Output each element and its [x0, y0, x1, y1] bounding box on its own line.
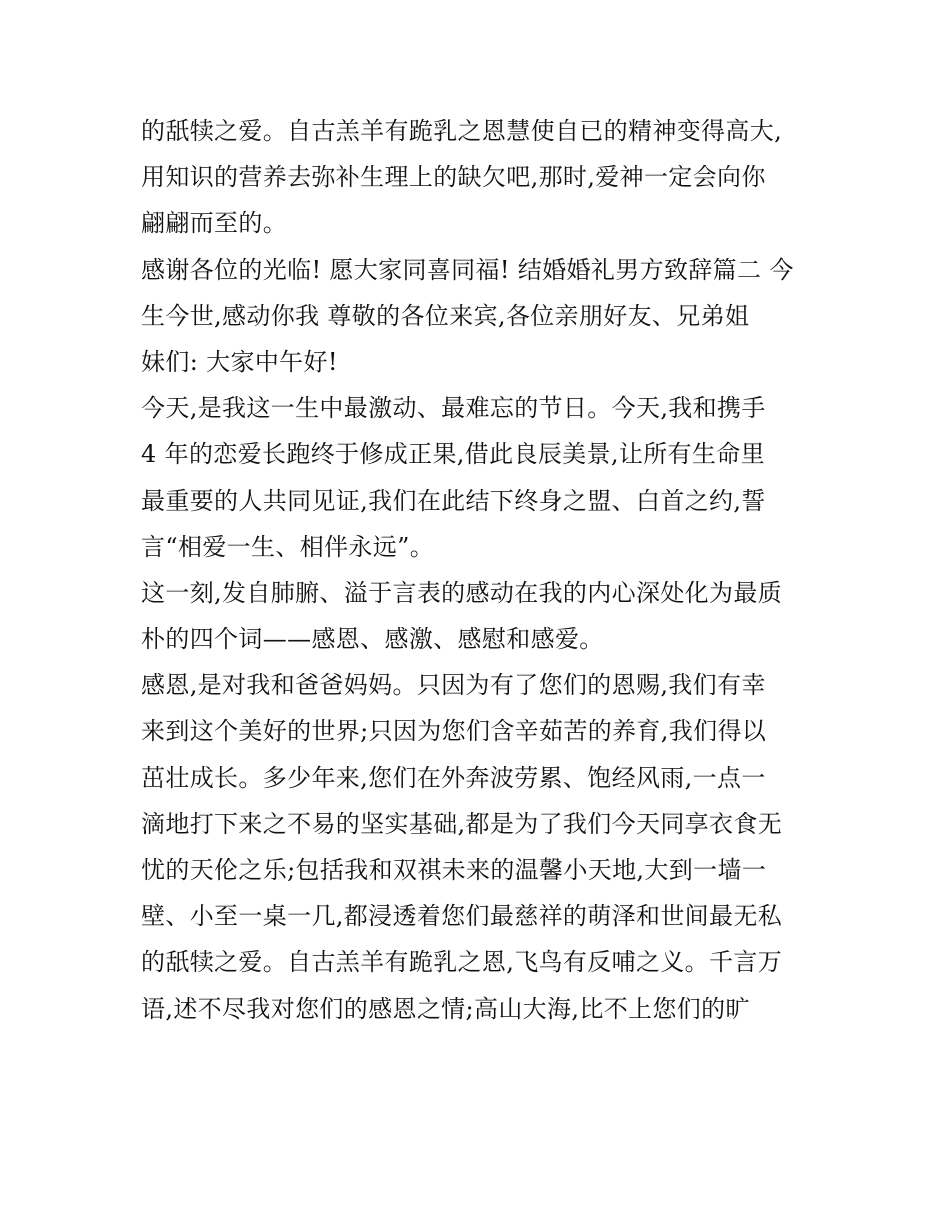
- document-body: [141, 108, 821, 1032]
- text-line: 用知识的营养去弥补生理上的缺欠吧,那时,爱神一定会向你: [141, 163, 766, 192]
- text-line: 壁、小至一桌一几,都浸透着您们最慈祥的萌泽和世间最无私: [141, 902, 783, 931]
- text-line: 感恩,是对我和爸爸妈妈。只因为有了您们的恩赐,我们有幸: [141, 671, 766, 700]
- text-line: 朴的四个词——感恩、感激、感慰和感爱。: [141, 625, 604, 654]
- text-line: 语,述不尽我对您们的感恩之情;高山大海,比不上您们的旷: [141, 994, 750, 1023]
- text-line: 茁壮成长。多少年来,您们在外奔波劳累、饱经风雨,一点一: [141, 763, 766, 792]
- text-line: 来到这个美好的世界;只因为您们含辛茹苦的养育,我们得以: [141, 717, 767, 746]
- text-line: 最重要的人共同见证,我们在此结下终身之盟、白首之约,誓: [141, 486, 766, 515]
- text-line: 这一刻,发自肺腑、溢于言表的感动在我的内心深处化为最质: [141, 578, 783, 607]
- text-line: 的舐犊之爱。自古羔羊有跪乳之恩慧使自已的精神变得高大,: [141, 117, 783, 145]
- text-line: 忧的天伦之乐;包括我和双祺未来的温馨小天地,大到一墙一: [141, 856, 767, 884]
- text-line: 的舐犊之爱。自古羔羊有跪乳之恩,飞鸟有反哺之义。千言万: [141, 948, 783, 977]
- text-line: 生今世,感动你我 尊敬的各位来宾,各位亲朋好友、兄弟姐: [141, 301, 750, 330]
- text-line: 翩翩而至的。: [141, 209, 288, 238]
- text-line: 今天,是我这一生中最激动、最难忘的节日。今天,我和携手: [141, 394, 766, 423]
- text-line: 妹们: 大家中午好!: [141, 347, 338, 376]
- text-line: 4 年的恋爱长跑终于修成正果,借此良辰美景,让所有生命里: [141, 440, 765, 469]
- text-line: 言“相爱一生、相伴永远”。: [141, 532, 435, 561]
- text-line: 感谢各位的光临! 愿大家同喜同福! 结婚婚礼男方致辞篇二 今: [141, 255, 794, 284]
- text-line: 滴地打下来之不易的坚实基础,都是为了我们今天同享衣食无: [141, 809, 783, 838]
